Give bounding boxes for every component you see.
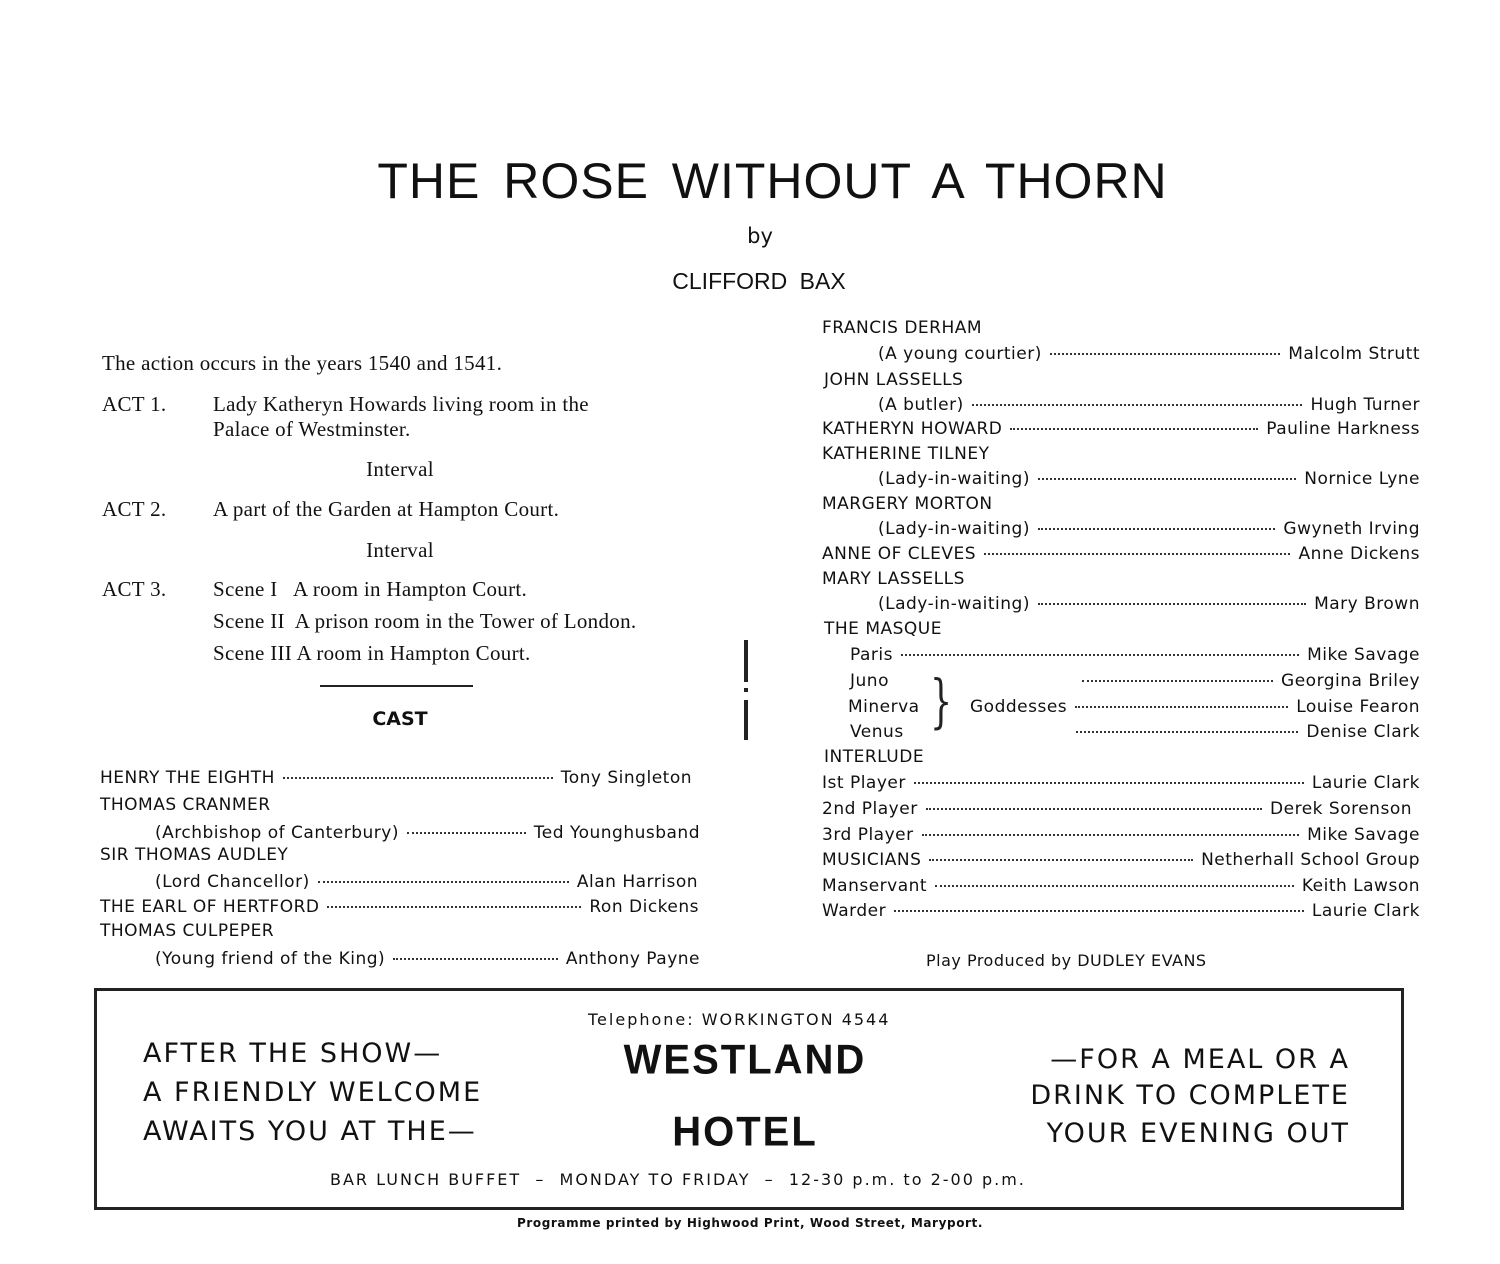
cast-row-derham (878, 344, 1420, 364)
cast-actor: Laurie Clark (1311, 773, 1420, 793)
cast-row-howard (822, 419, 1420, 439)
dot-leader (1038, 478, 1296, 480)
cast-actor: Gwyneth Irving (1283, 519, 1420, 539)
cast-row-cranmer (155, 823, 700, 843)
dot-leader (929, 859, 1193, 861)
dot-leader (407, 832, 526, 834)
cast-row-mlassells (878, 594, 1420, 614)
cast-name-derham: FRANCIS DERHAM (822, 318, 983, 338)
cast-role: (Archbishop of Canterbury) (155, 823, 399, 843)
cast-role: (Lord Chancellor) (155, 872, 310, 892)
cast-row-minerva (970, 697, 1420, 717)
dot-leader (1076, 731, 1298, 733)
act1-desc-line2: Palace of Westminster. (213, 417, 411, 441)
advert-left-line1: AFTER THE SHOW— (143, 1038, 443, 1069)
cast-name-jlassells: JOHN LASSELLS (824, 370, 964, 390)
interlude-heading: INTERLUDE (824, 747, 925, 767)
cast-name-audley: SIR THOMAS AUDLEY (100, 845, 289, 865)
cast-actor: Netherhall School Group (1201, 850, 1420, 870)
advert-right-line2: DRINK TO COMPLETE (1030, 1080, 1350, 1111)
act3-label: ACT 3. (102, 577, 167, 601)
advert-bar-lunch: BAR LUNCH BUFFET – MONDAY TO FRIDAY – 12-30 p.m. to 2-00 p.m. (330, 1170, 1026, 1189)
cast-row-audley (155, 872, 698, 892)
action-note: The action occurs in the years 1540 and 1541. (102, 351, 503, 375)
author-name: CLIFFORD BAX (672, 268, 846, 294)
cast-actor: Derek Sorenson (1270, 799, 1412, 819)
cast-actor: Mary Brown (1314, 594, 1420, 614)
act2-desc: A part of the Garden at Hampton Court. (213, 497, 560, 521)
advert-left-line3: AWAITS YOU AT THE— (143, 1116, 477, 1147)
advert-telephone: Telephone: WORKINGTON 4544 (588, 1010, 891, 1029)
cast-row-manservant (822, 876, 1420, 896)
cast-row-cleves (822, 544, 1420, 564)
cast-row-venus (1076, 722, 1420, 742)
cast-actor: Mike Savage (1307, 645, 1420, 665)
dot-leader (283, 777, 553, 779)
cast-actor: Pauline Harkness (1266, 419, 1420, 439)
dot-leader (984, 553, 1290, 555)
cast-actor: Mike Savage (1307, 825, 1420, 845)
cast-role-juno: Juno (850, 671, 889, 691)
cast-heading: CAST (372, 708, 428, 730)
cast-name-morton: MARGERY MORTON (822, 494, 993, 514)
dot-leader (1038, 528, 1275, 530)
cast-role: (A butler) (878, 395, 964, 415)
producer-credit: Play Produced by DUDLEY EVANS (926, 951, 1207, 970)
divider-rule (320, 685, 473, 687)
cast-role: (Lady-in-waiting) (878, 519, 1030, 539)
interval-2: Interval (366, 538, 434, 562)
advert-right-line3: YOUR EVENING OUT (1046, 1118, 1350, 1149)
play-title: THE ROSE WITHOUT A THORN (377, 153, 1168, 209)
cast-role: 2nd Player (822, 799, 918, 819)
cast-actor: Nornice Lyne (1304, 469, 1420, 489)
cast-role: KATHERYN HOWARD (822, 419, 1003, 439)
dot-leader (926, 808, 1262, 810)
dot-leader (894, 910, 1304, 912)
cast-row-paris (850, 645, 1420, 665)
cast-actor: Tony Singleton (560, 768, 692, 788)
masque-heading: THE MASQUE (824, 619, 942, 639)
cast-row-player2 (822, 799, 1412, 819)
cast-row-warder (822, 901, 1420, 921)
interval-1: Interval (366, 457, 434, 481)
cast-row-player1 (822, 773, 1420, 793)
cast-role: ANNE OF CLEVES (822, 544, 977, 564)
cast-name-cranmer: THOMAS CRANMER (100, 795, 271, 815)
cast-role: Warder (822, 901, 887, 921)
dot-leader (1010, 428, 1258, 430)
cast-name-tilney: KATHERINE TILNEY (822, 444, 990, 464)
dot-leader (1038, 603, 1306, 605)
cast-actor: Ted Younghusband (533, 823, 700, 843)
cast-role-minerva: Minerva (848, 697, 920, 717)
cast-actor: Anthony Payne (565, 949, 700, 969)
act1-desc-line1: Lady Katheryn Howards living room in the (213, 392, 589, 416)
cast-row-juno (1082, 671, 1420, 691)
cast-actor: Ron Dickens (589, 897, 699, 917)
dot-leader (393, 958, 558, 960)
cast-actor: Laurie Clark (1311, 901, 1420, 921)
cast-actor: Louise Fearon (1296, 697, 1420, 717)
dot-leader (972, 404, 1303, 406)
cast-role: Manservant (822, 876, 928, 896)
cast-role: (Young friend of the King) (155, 949, 386, 969)
cast-role: (A young courtier) (878, 344, 1042, 364)
dot-leader (327, 906, 581, 908)
by-label: by (747, 224, 773, 248)
cast-actor: Denise Clark (1306, 722, 1420, 742)
printer-credit: Programme printed by Highwood Print, Wood Street, Maryport. (516, 1216, 984, 1230)
goddesses-label: Goddesses (970, 697, 1068, 717)
cast-role: HENRY THE EIGHTH (100, 768, 275, 788)
advert-right-line1: —FOR A MEAL OR A (1050, 1044, 1350, 1075)
cast-role-venus: Venus (850, 722, 904, 742)
cast-role: MUSICIANS (822, 850, 922, 870)
act3-scene1: Scene I A room in Hampton Court. (213, 577, 528, 601)
hotel-name-line2: HOTEL (672, 1108, 818, 1156)
dot-leader (901, 654, 1299, 656)
dot-leader (1075, 706, 1288, 708)
dot-leader (1082, 680, 1273, 682)
act3-scene3: Scene III A room in Hampton Court. (213, 641, 531, 665)
dot-leader (318, 881, 569, 883)
cast-actor: Hugh Turner (1310, 395, 1420, 415)
cast-role: (Lady-in-waiting) (878, 469, 1030, 489)
cast-row-jlassells (878, 395, 1420, 415)
cast-role: Paris (850, 645, 893, 665)
cast-row-musicians (822, 850, 1420, 870)
cast-actor: Georgina Briley (1281, 671, 1420, 691)
dot-leader (935, 885, 1294, 887)
cast-actor: Malcolm Strutt (1288, 344, 1420, 364)
cast-name-mlassells: MARY LASSELLS (822, 569, 965, 589)
hotel-name-line1: WESTLAND (623, 1036, 867, 1084)
cast-role: (Lady-in-waiting) (878, 594, 1030, 614)
cast-actor: Alan Harrison (576, 872, 698, 892)
binding-marks (742, 640, 750, 740)
cast-name-culpeper: THOMAS CULPEPER (100, 921, 275, 941)
advert-left-line2: A FRIENDLY WELCOME (143, 1077, 483, 1108)
cast-role: 3rd Player (822, 825, 914, 845)
cast-role: Ist Player (822, 773, 906, 793)
dot-leader (914, 782, 1304, 784)
cast-row-player3 (822, 825, 1420, 845)
brace-symbol: } (930, 667, 953, 735)
cast-row-henry (100, 768, 692, 788)
cast-row-hertford (100, 897, 699, 917)
cast-actor: Anne Dickens (1298, 544, 1420, 564)
cast-row-tilney (878, 469, 1420, 489)
dot-leader (922, 834, 1299, 836)
act1-label: ACT 1. (102, 392, 167, 416)
act3-scene2: Scene II A prison room in the Tower of London. (213, 609, 637, 633)
cast-row-culpeper (155, 949, 700, 969)
cast-row-morton (878, 519, 1420, 539)
dot-leader (1050, 353, 1280, 355)
cast-actor: Keith Lawson (1301, 876, 1420, 896)
act2-label: ACT 2. (102, 497, 167, 521)
cast-role: THE EARL OF HERTFORD (100, 897, 320, 917)
